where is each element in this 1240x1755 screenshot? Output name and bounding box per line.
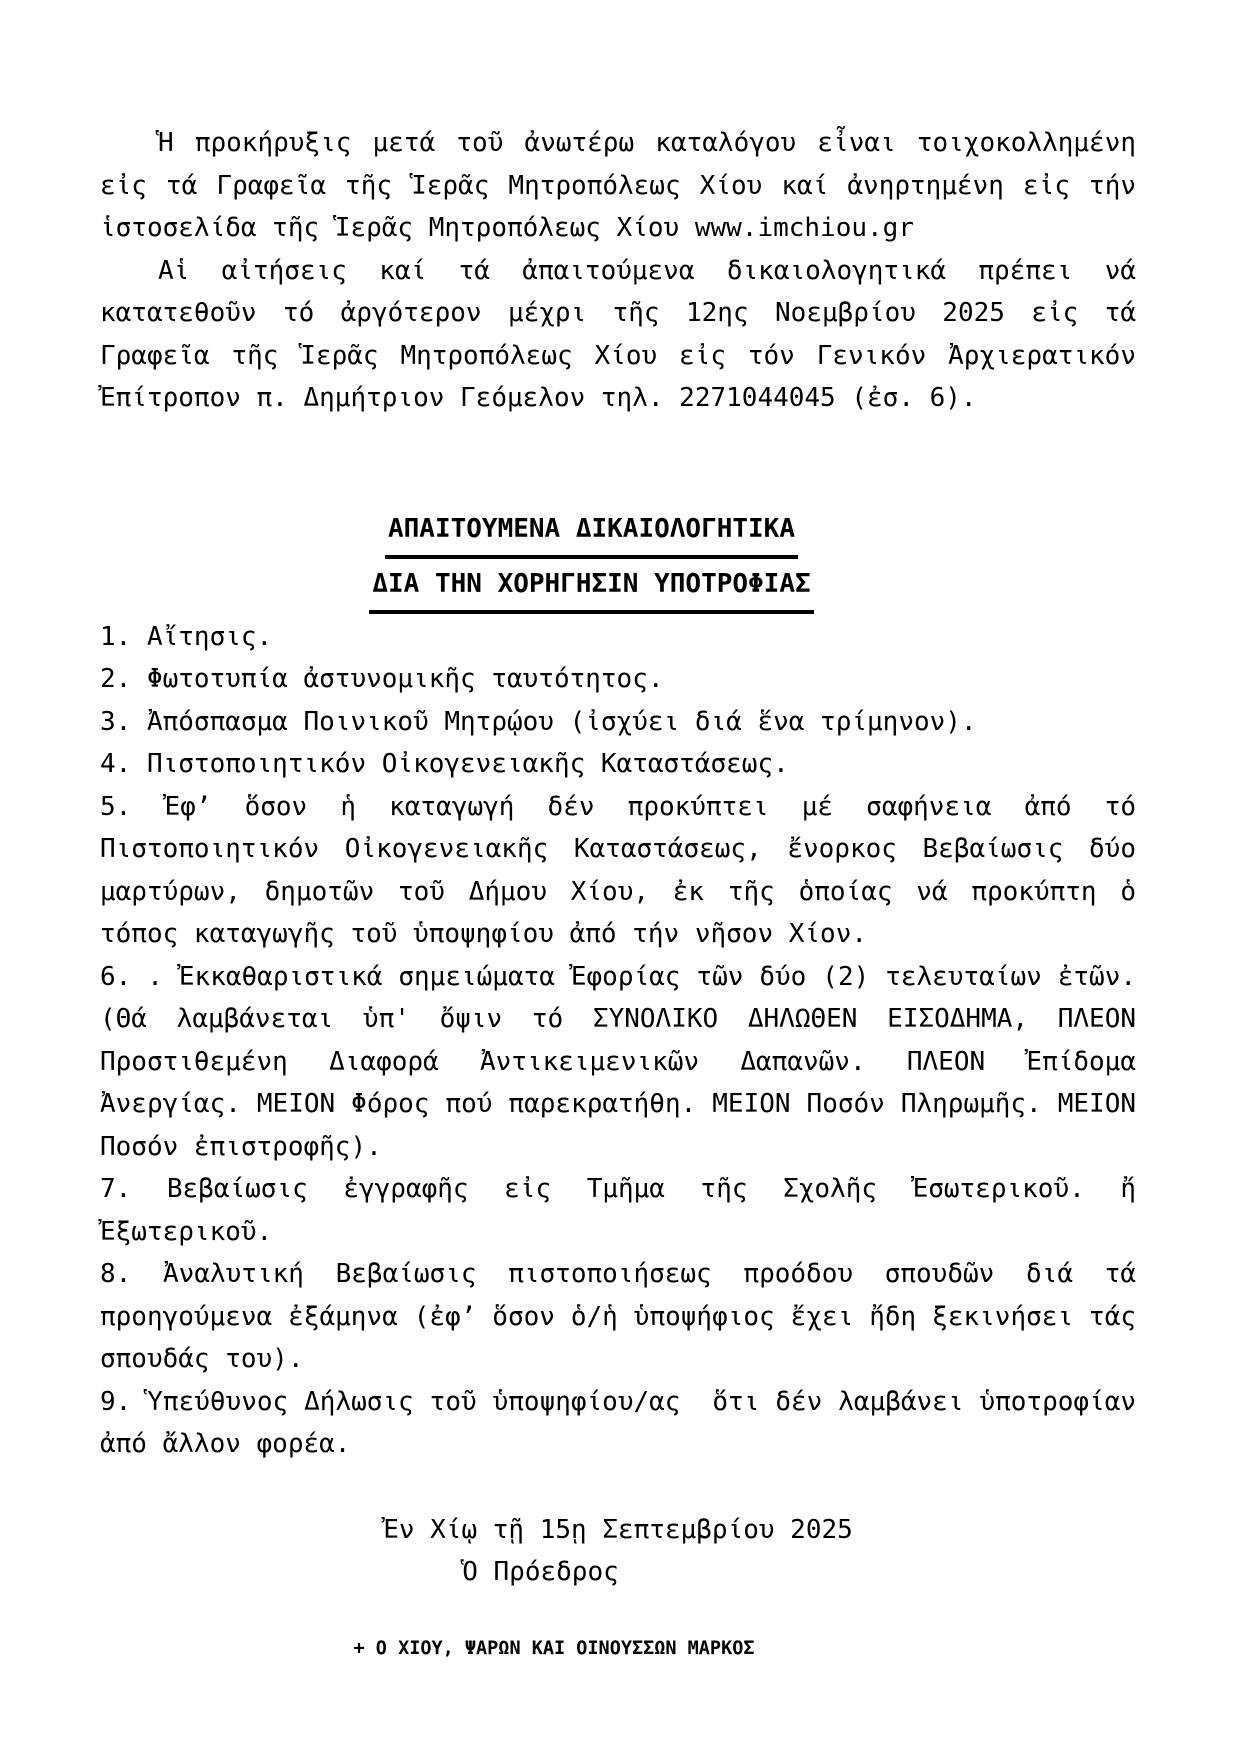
requirements-list <box>100 616 1136 1466</box>
president-title: Ὁ Πρόεδρος <box>462 1557 619 1587</box>
list-item: 1. Αἴτησις. <box>100 621 273 652</box>
list-item: 2. Φωτοτυπία ἀστυνομικῆς ταυτότητος. <box>100 664 664 694</box>
dateline: Ἐν Χίῳ τῇ 15ῃ Σεπτεμβρίου 2025 <box>383 1514 853 1545</box>
intro-paragraph-2: Αἱ αἰτήσεις καί τά ἀπαιτούμενα δικαιολογητικά πρέπει νά κατατεθοῦν τό ἀργότερον μέχρι τῆς 12ης Νοεμβρίου 2025 εἰς τά Γραφεῖα τῆς Ἱερᾶς Μητροπόλεως Χίου εἰς τόν Γενικόν Ἀρχιερατικόν Ἐπίτροπον π. Δημήτριον Γεόμελον τηλ. 2271044045 (ἐσ. 6). <box>100 255 1136 413</box>
section-heading <box>100 504 1083 614</box>
list-item: 7. Βεβαίωσις ἐγγραφῆς εἰς Τμῆμα τῆς Σχολῆς Ἐσωτερικοῦ. ἤ Ἐξωτερικοῦ. <box>100 1174 1136 1247</box>
signature-line: + Ο ΧΙΟΥ, ΨΑΡΩΝ ΚΑΙ ΟΙΝΟΥΣΣΩΝ ΜΑΡΚΟΣ <box>353 1637 755 1659</box>
list-item: 3. Ἀπόσπασμα Ποινικοῦ Μητρῴου (ἰσχύει διά ἕνα τρίμηνον). <box>100 706 977 737</box>
list-item: 4. Πιστοποιητικόν Οἰκογενειακῆς Καταστάσεως. <box>100 749 789 779</box>
intro-paragraph-1: Ἡ προκήρυξις μετά τοῦ ἀνωτέρω καταλόγου εἶναι τοιχοκολλημένη εἰς τά Γραφεῖα τῆς Ἱερᾶς Μητροπόλεως Χίου καί ἀνηρτημένη εἰς τήν ἱστοσελίδα τῆς Ἱερᾶς Μητροπόλεως Χίου www.imchiou.gr <box>100 128 1136 243</box>
heading-line-2: ΔΙΑ ΤΗΝ ΧΟΡΗΓΗΣΙΝ ΥΠΟΤΡΟΦΙΑΣ <box>100 559 1083 614</box>
list-item: 8. Ἀναλυτική Βεβαίωσις πιστοποιήσεως προόδου σπουδῶν διά τά προηγούμενα ἐξάμηνα (ἐφ’ ὅσον ὁ/ἡ ὑποψήφιος ἔχει ἤδη ξεκινήσει τάς σπουδάς του). <box>100 1259 1136 1374</box>
list-item: 5. Ἐφ’ ὅσον ἡ καταγωγή δέν προκύπτει μέ σαφήνεια ἀπό τό Πιστοποιητικόν Οἰκογενειακῆς Καταστάσεως, ἔνορκος Βεβαίωσις δύο μαρτύρων, δημοτῶν τοῦ Δήμου Χίου, ἐκ τῆς ὁποίας νά προκύπτη ὁ τόπος καταγωγῆς τοῦ ὑποψηφίου ἀπό τήν νῆσον Χίον. <box>100 791 1136 949</box>
list-item: 9. Ὑπεύθυνος Δήλωσις τοῦ ὑποψηφίου/ας ὅτι δέν λαμβάνει ὑποτροφίαν ἀπό ἄλλον φορέα. <box>100 1386 1136 1459</box>
list-item: 6. . Ἐκκαθαριστικά σημειώματα Ἐφορίας τῶν δύο (2) τελευταίων ἐτῶν. (Θά λαμβάνεται ὑπ' ὄψιν τό ΣΥΝΟΛΙΚΟ ΔΗΛΩΘΕΝ ΕΙΣΟΔΗΜΑ, ΠΛΕΟΝ Προστιθεμένη Διαφορά Ἀντικειμενικῶν Δαπανῶν. ΠΛΕΟΝ Ἐπίδομα Ἀνεργίας. ΜΕΙΟΝ Φόρος πού παρεκρατήθη. ΜΕΙΟΝ Ποσόν Πληρωμῆς. ΜΕΙΟΝ Ποσόν ἐπιστροφῆς). <box>100 961 1136 1162</box>
heading-line-1: ΑΠΑΙΤΟΥΜΕΝΑ ΔΙΚΑΙΟΛΟΓΗΤΙΚΑ <box>100 504 1083 559</box>
